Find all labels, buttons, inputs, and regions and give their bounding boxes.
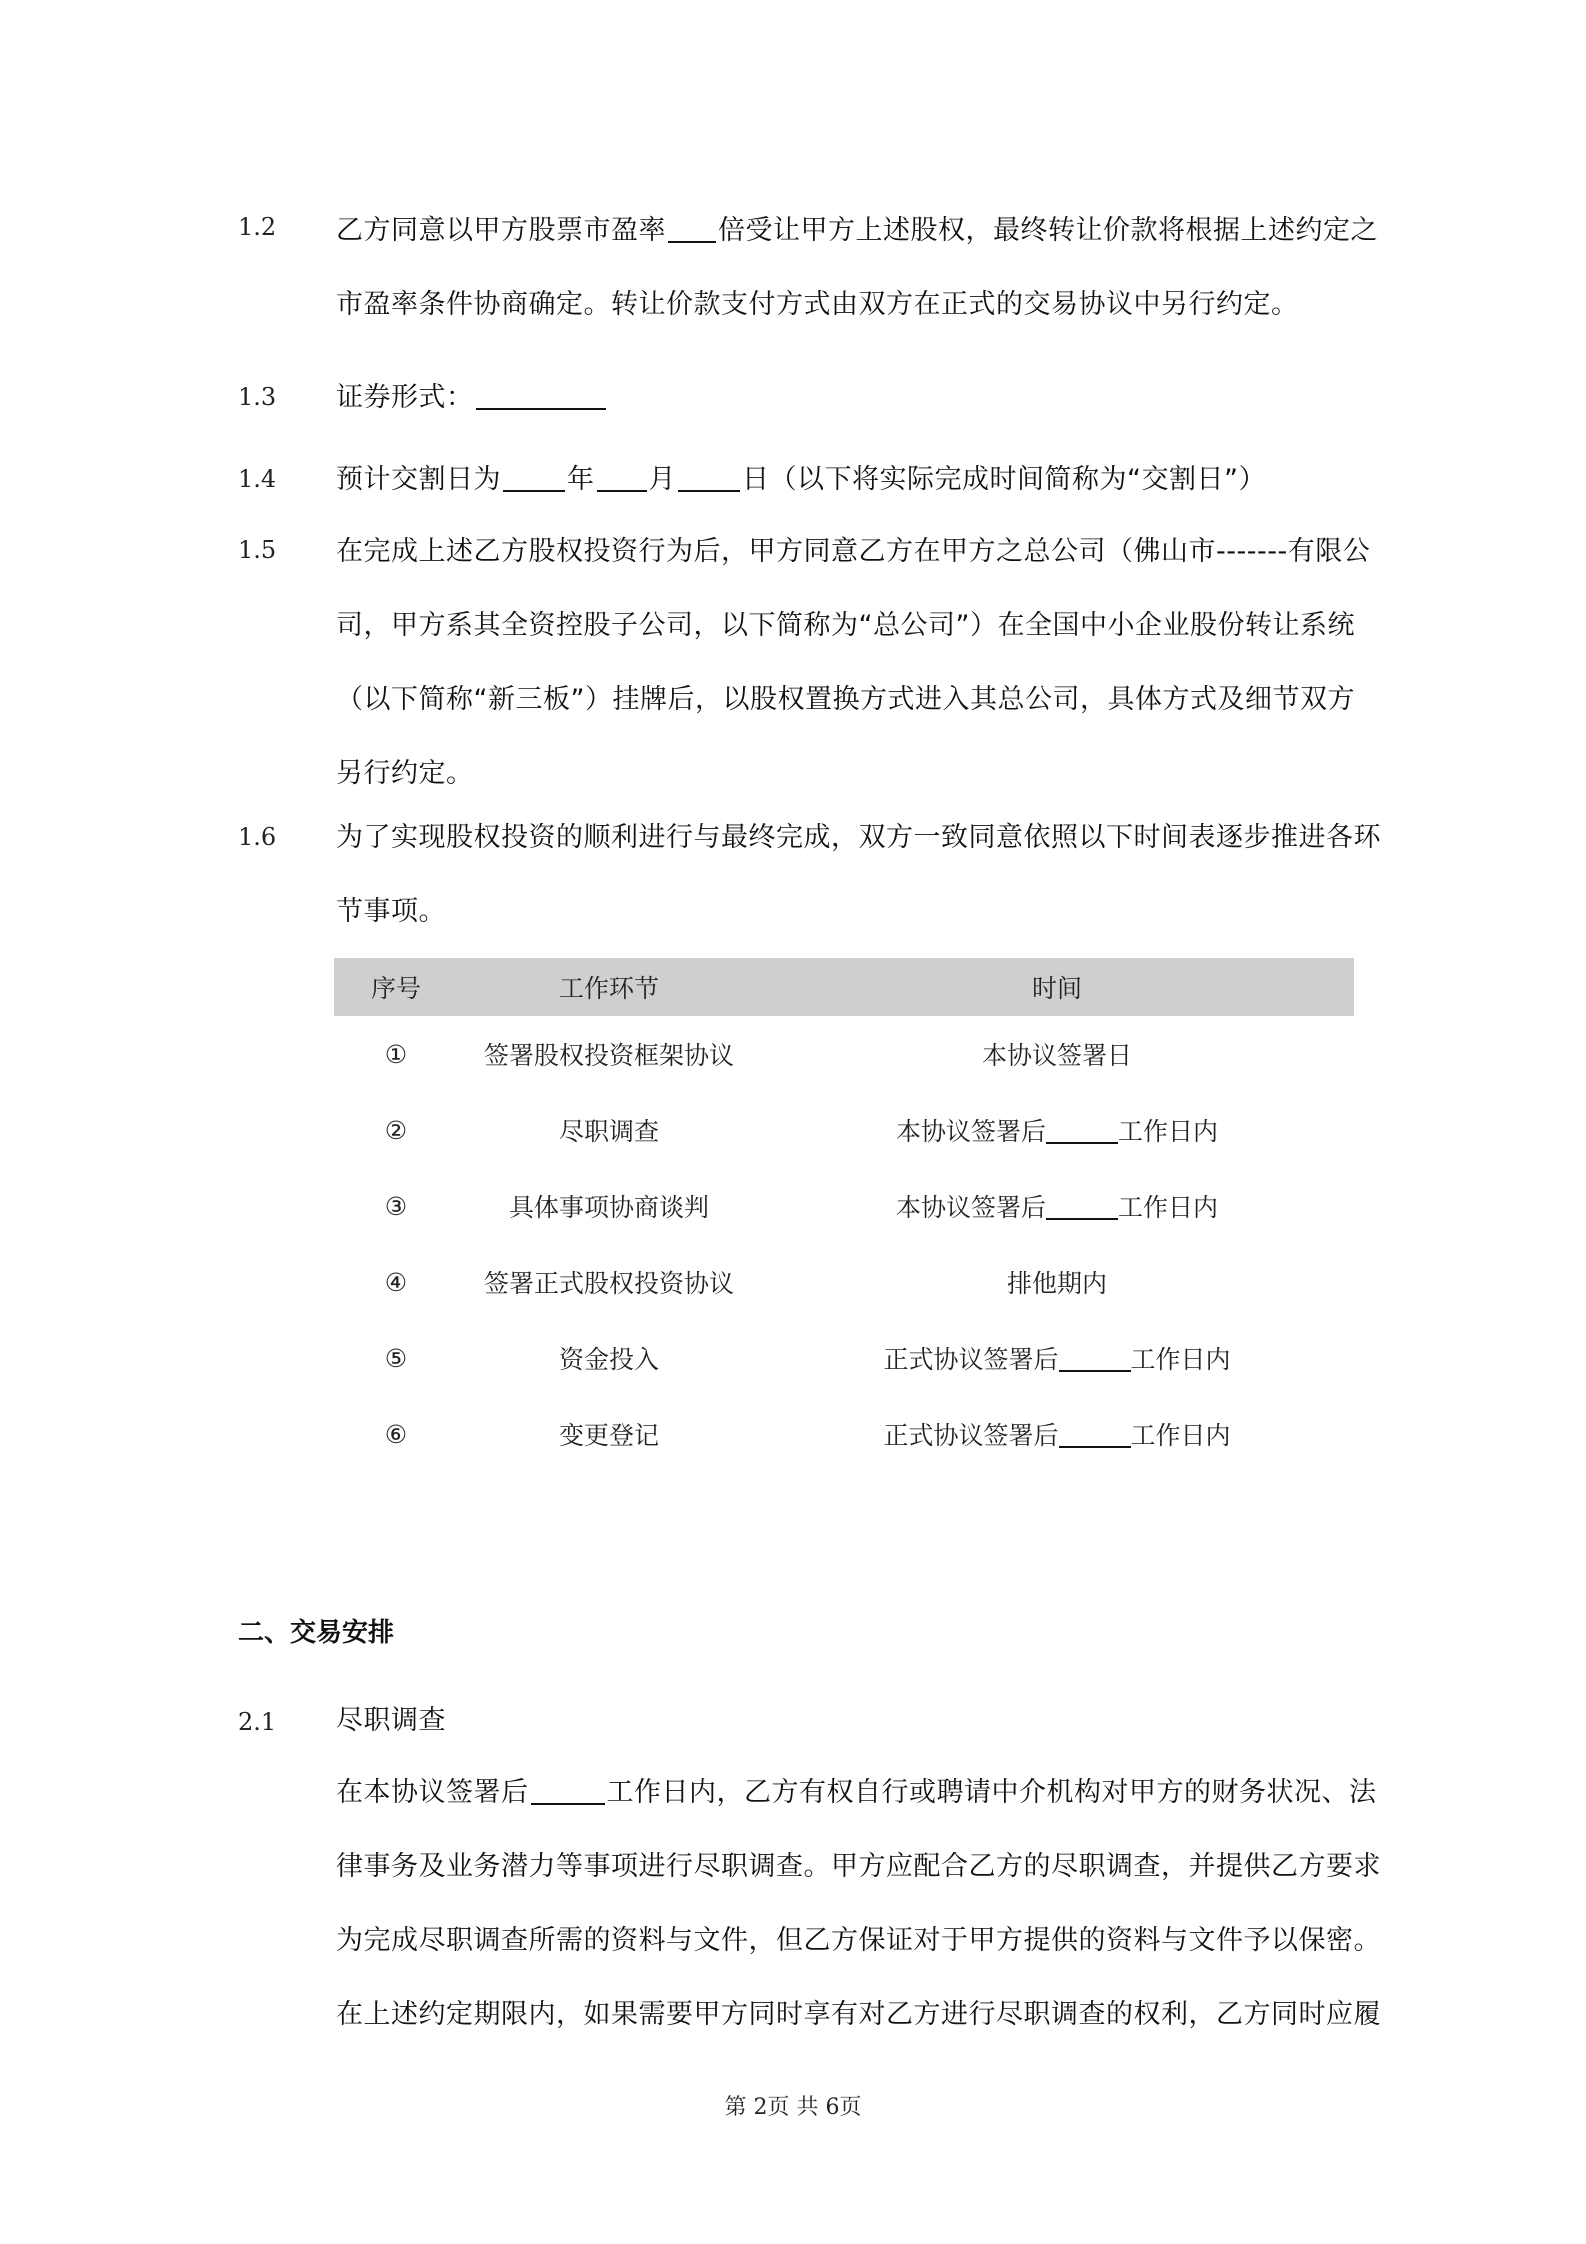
row-time-text: 工作日内 xyxy=(1130,1345,1231,1374)
row-time xyxy=(760,1092,1354,1168)
clause-number-1-5: 1.5 xyxy=(238,536,277,564)
clause-text: 在本协议签署后 xyxy=(336,1777,529,1808)
row-time-text: 本协议签署后 xyxy=(895,1117,1046,1146)
row-time-text: 正式协议签署后 xyxy=(883,1421,1059,1450)
clause-number-1-3: 1.3 xyxy=(238,383,277,411)
clause-text: 预计交割日为 xyxy=(336,464,501,495)
clause-1-6-line: 节事项。 xyxy=(336,896,446,927)
securities-form-label: 证券形式： xyxy=(336,382,474,413)
clause-number-1-6: 1.6 xyxy=(238,823,277,851)
clause-1-2-line-1 xyxy=(336,194,1378,268)
table-row xyxy=(334,1092,1354,1168)
clause-text: 月 xyxy=(648,464,676,495)
fill-blank xyxy=(668,213,716,243)
row-time-text: 工作日内 xyxy=(1130,1421,1231,1450)
clause-title: 尽职调查 xyxy=(336,1705,446,1736)
section-heading: 二、交易安排 xyxy=(238,1618,395,1648)
page-footer: 第 2页 共 6页 xyxy=(724,2095,862,2120)
row-time-text: 本协议签署日 xyxy=(981,1041,1132,1070)
schedule-table xyxy=(334,958,1354,1472)
row-no: ④ xyxy=(384,1267,408,1297)
clause-1-3 xyxy=(336,361,1356,435)
row-time-text: 工作日内 xyxy=(1118,1117,1219,1146)
clause-text: 乙方同意以甲方股票市盈率 xyxy=(336,215,666,246)
fill-blank xyxy=(1059,1420,1131,1448)
row-step: 尽职调查 xyxy=(558,1117,659,1146)
clause-1-4 xyxy=(336,443,1356,517)
clause-1-5-line: 在完成上述乙方股权投资行为后，甲方同意乙方在甲方之总公司（佛山市-------有限公 xyxy=(336,536,1371,567)
header-step: 工作环节 xyxy=(458,958,760,1016)
table-row xyxy=(334,1320,1354,1396)
header-no: 序号 xyxy=(334,958,458,1016)
row-step: 资金投入 xyxy=(558,1345,659,1374)
table-row xyxy=(334,1396,1354,1472)
row-time xyxy=(760,1396,1354,1472)
clause-2-1-line: 在上述约定期限内，如果需要甲方同时享有对乙方进行尽职调查的权利，乙方同时应履 xyxy=(336,1999,1381,2030)
fill-blank-day xyxy=(678,462,740,492)
clause-2-1-title xyxy=(336,1686,1356,1756)
clause-1-5-line: （以下简称“新三板”）挂牌后，以股权置换方式进入其总公司，具体方式及细节双方 xyxy=(336,684,1355,715)
clause-text: 日（以下将实际完成时间简称为“交割日”） xyxy=(742,464,1266,495)
clause-1-5 xyxy=(336,515,1371,811)
clause-number-1-4: 1.4 xyxy=(238,465,277,493)
fill-blank xyxy=(476,380,606,410)
clause-1-6-line: 为了实现股权投资的顺利进行与最终完成，双方一致同意依照以下时间表逐步推进各环 xyxy=(336,822,1381,853)
row-no: ⑤ xyxy=(384,1343,408,1373)
clause-1-2-line-2: 市盈率条件协商确定。转让价款支付方式由双方在正式的交易协议中另行约定。 xyxy=(336,289,1299,320)
clause-number-2-1: 2.1 xyxy=(238,1708,277,1736)
row-step: 变更登记 xyxy=(558,1421,659,1450)
row-step: 签署正式股权投资协议 xyxy=(483,1269,734,1298)
clause-text: 年 xyxy=(567,464,595,495)
clause-1-5-line: 司，甲方系其全资控股子公司，以下简称为“总公司”）在全国中小企业股份转让系统 xyxy=(336,610,1355,641)
table-row xyxy=(334,1016,1354,1092)
clause-2-1-line: 为完成尽职调查所需的资料与文件，但乙方保证对于甲方提供的资料与文件予以保密。 xyxy=(336,1925,1381,1956)
fill-blank-month xyxy=(597,462,647,492)
fill-blank-year xyxy=(503,462,565,492)
fill-blank xyxy=(1059,1344,1131,1372)
row-no: ③ xyxy=(384,1191,408,1221)
clause-2-1-line xyxy=(336,1756,1377,1830)
fill-blank xyxy=(1046,1192,1118,1220)
row-no: ① xyxy=(384,1039,408,1069)
row-time-text: 排他期内 xyxy=(1006,1269,1107,1298)
row-time xyxy=(760,1168,1354,1244)
clause-2-1-body xyxy=(336,1756,1381,2052)
row-time-text: 本协议签署后 xyxy=(895,1193,1046,1222)
row-time xyxy=(760,1016,1354,1092)
clause-1-5-line: 另行约定。 xyxy=(336,758,474,789)
row-step: 具体事项协商谈判 xyxy=(508,1193,709,1222)
row-step: 签署股权投资框架协议 xyxy=(483,1041,734,1070)
clause-2-1-line: 律事务及业务潜力等事项进行尽职调查。甲方应配合乙方的尽职调查，并提供乙方要求 xyxy=(336,1851,1381,1882)
row-no: ⑥ xyxy=(384,1419,408,1449)
fill-blank xyxy=(531,1775,605,1805)
table-header-row xyxy=(334,958,1354,1016)
table-row xyxy=(334,1244,1354,1320)
clause-number-1-2: 1.2 xyxy=(238,213,277,241)
row-time xyxy=(760,1320,1354,1396)
row-time-text: 正式协议签署后 xyxy=(883,1345,1059,1374)
row-no: ② xyxy=(384,1115,408,1145)
row-time xyxy=(760,1244,1354,1320)
fill-blank xyxy=(1046,1116,1118,1144)
clause-text: 倍受让甲方上述股权，最终转让价款将根据上述约定之 xyxy=(718,215,1378,246)
clause-text: 工作日内，乙方有权自行或聘请中介机构对甲方的财务状况、法 xyxy=(606,1777,1377,1808)
header-time: 时间 xyxy=(760,958,1354,1016)
table-row xyxy=(334,1168,1354,1244)
clause-1-2 xyxy=(336,194,1378,342)
clause-1-6 xyxy=(336,801,1381,949)
row-time-text: 工作日内 xyxy=(1118,1193,1219,1222)
